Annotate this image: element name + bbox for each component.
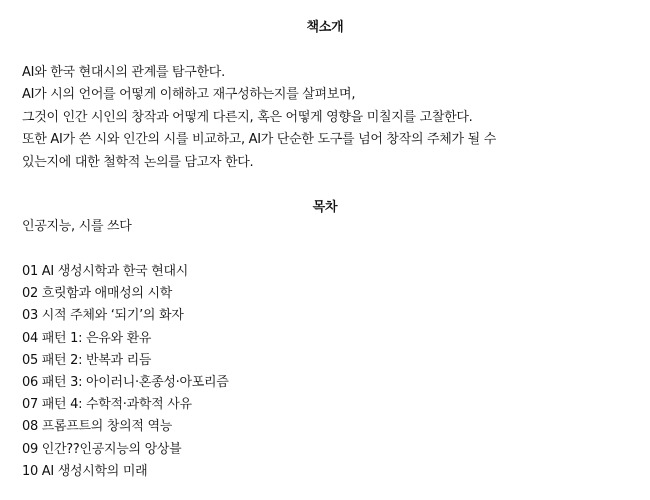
intro-line: AI와 한국 현대시의 관계를 탐구한다. <box>22 65 225 80</box>
toc-list <box>22 261 229 483</box>
intro-line: AI가 시의 언어를 어떻게 이해하고 재구성하는지를 살펴보며, <box>22 87 356 103</box>
toc-item: 02 흐릿함과 애매성의 시학 <box>22 286 173 302</box>
intro-line: 또한 AI가 쓴 시와 인간의 시를 비교하고, AI가 단순한 도구를 넘어 창작의 주체가 될 수 <box>22 132 496 148</box>
toc-item: 04 패턴 1: 은유와 환유 <box>22 330 152 346</box>
toc-subtitle: 인공지능, 시를 쓰다 <box>22 219 132 234</box>
toc-item: 08 프롬프트의 창의적 역능 <box>22 419 173 435</box>
toc-item: 10 AI 생성시학의 미래 <box>22 463 148 479</box>
toc-heading: 목차 <box>312 200 338 215</box>
toc-item: 09 인간??인공지능의 앙상블 <box>22 441 182 457</box>
intro-line: 그것이 인간 시인의 창작과 어떻게 다른지, 혹은 어떻게 영향을 미칠지를 고찰한다. <box>22 109 473 125</box>
intro-line: 있는지에 대한 철학적 논의를 담고자 한다. <box>22 154 254 170</box>
toc-item: 07 패턴 4: 수학적·과학적 사유 <box>22 397 192 413</box>
toc-item: 05 패턴 2: 반복과 리듬 <box>22 352 152 368</box>
intro-heading: 책소개 <box>306 20 344 35</box>
toc-item: 01 AI 생성시학과 한국 현대시 <box>22 264 188 279</box>
toc-item: 06 패턴 3: 아이러니·혼종성·아포리즘 <box>22 374 229 390</box>
intro-body <box>22 62 632 174</box>
toc-item: 03 시적 주체와 ‘되기’의 화자 <box>22 308 184 324</box>
